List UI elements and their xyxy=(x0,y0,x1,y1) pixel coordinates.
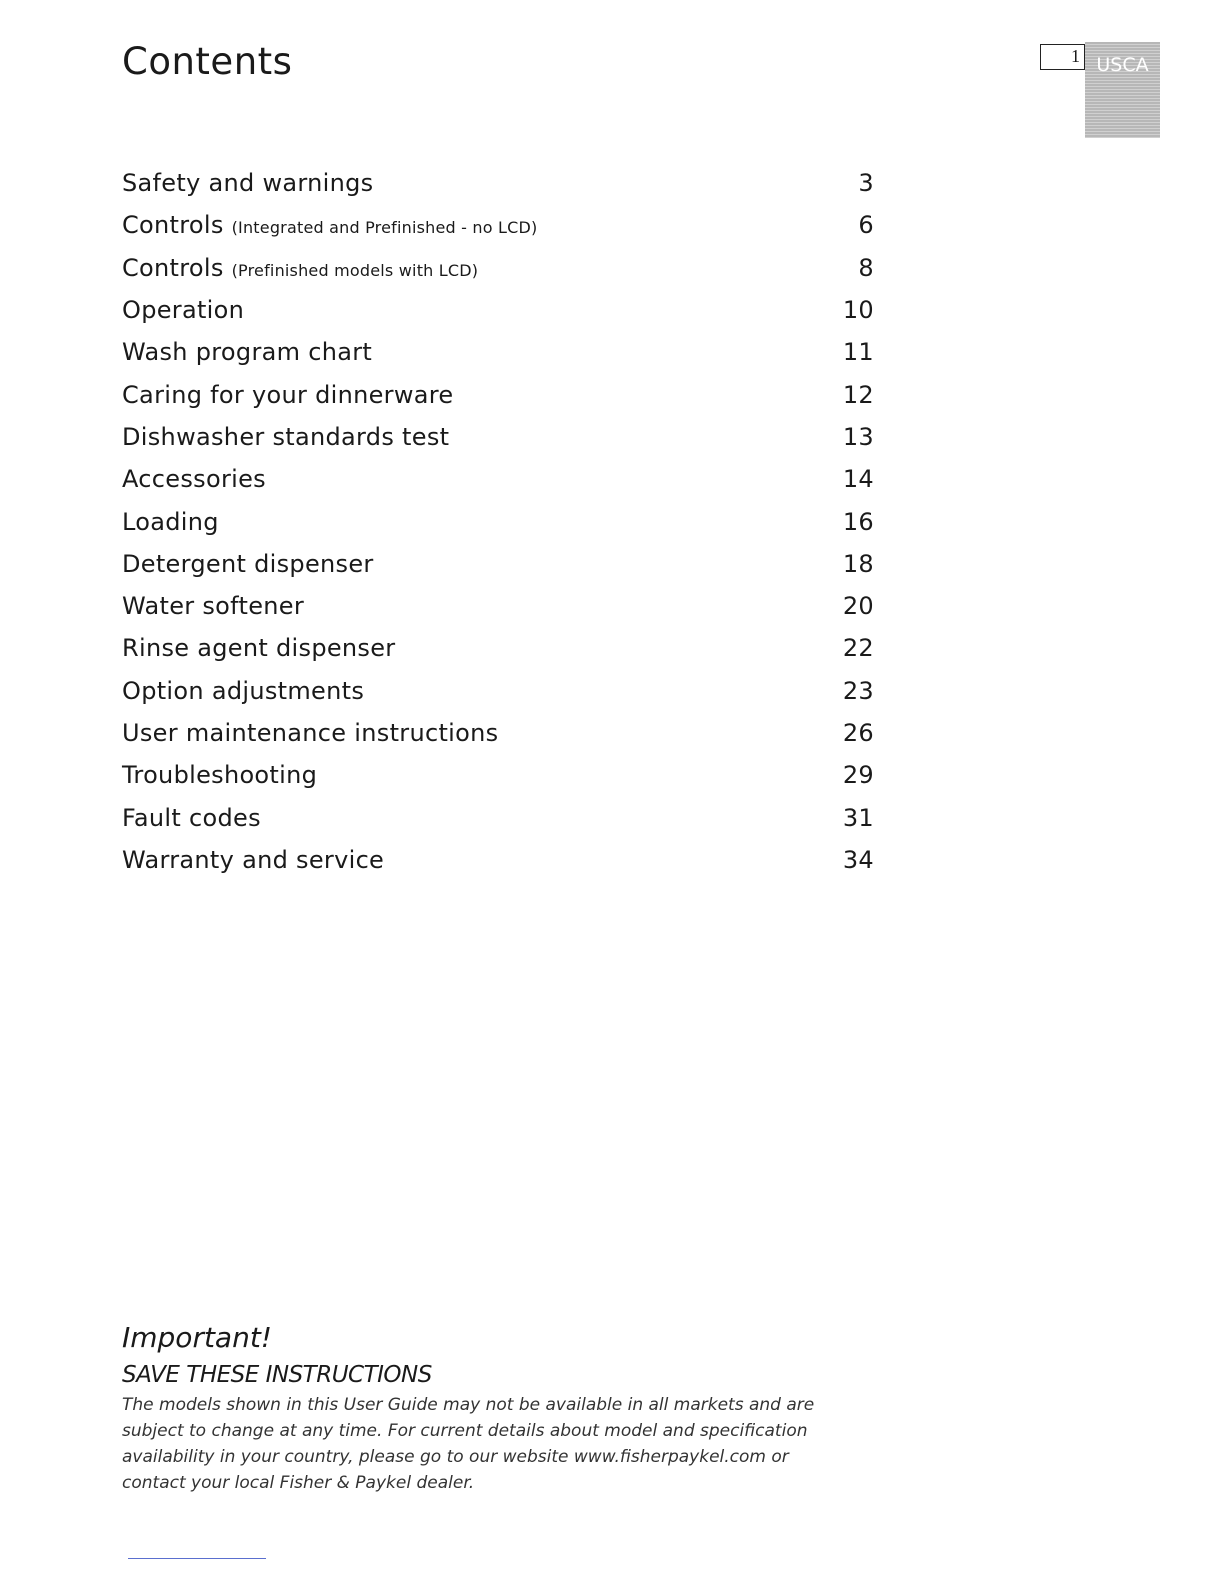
toc-entry-page: 22 xyxy=(842,634,874,663)
toc-entry[interactable] xyxy=(122,670,874,712)
toc-entry-page: 6 xyxy=(858,211,874,240)
toc-entry-page: 29 xyxy=(842,761,874,790)
toc-entry-title: Controls xyxy=(122,211,224,240)
toc-entry-label xyxy=(122,550,374,578)
toc-entry-title: Fault codes xyxy=(122,803,261,832)
toc-entry[interactable] xyxy=(122,331,874,373)
toc-entry-label xyxy=(122,719,498,747)
toc-entry-title: Loading xyxy=(122,507,219,536)
toc-entry[interactable] xyxy=(122,416,874,458)
toc-entry-label xyxy=(122,465,266,493)
toc-entry-page: 13 xyxy=(842,422,874,451)
toc-entry-page: 10 xyxy=(842,296,874,325)
toc-entry-title: Caring for your dinnerware xyxy=(122,380,454,409)
toc-entry-title: Wash program chart xyxy=(122,338,373,367)
toc-entry-title: Operation xyxy=(122,296,245,325)
toc-entry[interactable] xyxy=(122,543,874,585)
toc-entry[interactable] xyxy=(122,712,874,754)
toc-entry-label xyxy=(122,169,374,197)
toc-entry-title: Rinse agent dispenser xyxy=(122,634,396,663)
toc-entry-title: Option adjustments xyxy=(122,676,365,705)
toc-entry[interactable] xyxy=(122,796,874,838)
toc-entry-label xyxy=(122,423,449,451)
toc-entry[interactable] xyxy=(122,627,874,669)
toc-entry-label xyxy=(122,592,304,620)
toc-entry-page: 3 xyxy=(858,169,874,198)
toc-entry[interactable] xyxy=(122,162,874,204)
toc-entry-title: Detergent dispenser xyxy=(122,549,374,578)
toc-entry-page: 23 xyxy=(842,676,874,705)
toc-entry-page: 8 xyxy=(858,253,874,282)
toc-entry-page: 26 xyxy=(842,719,874,747)
toc-entry-title: Controls xyxy=(122,253,224,282)
toc-entry-title: Dishwasher standards test xyxy=(122,422,450,451)
toc-entry-page: 12 xyxy=(842,380,874,409)
toc-entry-note: (Prefinished models with LCD) xyxy=(231,260,479,280)
toc-entry-page: 34 xyxy=(842,845,874,874)
toc-entry-label xyxy=(122,634,395,662)
toc-entry-page: 11 xyxy=(842,338,874,367)
toc-entry-label xyxy=(122,211,538,239)
toc-entry[interactable] xyxy=(122,458,874,500)
toc-entry-page: 31 xyxy=(842,803,874,832)
toc-entry-label xyxy=(122,761,317,789)
toc-entry-label xyxy=(122,508,219,536)
toc-entry[interactable] xyxy=(122,204,874,246)
toc-entry-page: 20 xyxy=(842,592,874,621)
toc-entry[interactable] xyxy=(122,289,874,331)
toc-entry-title: Water softener xyxy=(122,592,305,621)
page-badge xyxy=(1040,44,1160,138)
toc-entry-page: 18 xyxy=(842,549,874,578)
toc-entry-title: Warranty and service xyxy=(122,845,385,874)
toc-entry-page: 16 xyxy=(842,507,874,536)
toc-entry[interactable] xyxy=(122,500,874,542)
toc-entry-label xyxy=(122,338,372,366)
toc-entry-label xyxy=(122,381,454,409)
toc-entry[interactable] xyxy=(122,839,874,881)
important-heading: Important! xyxy=(122,1321,273,1354)
page-number: 1 xyxy=(1040,44,1085,70)
page-title: Contents xyxy=(122,40,293,83)
toc-entry-label xyxy=(122,804,261,832)
table-of-contents xyxy=(122,162,874,881)
toc-entry-title: Accessories xyxy=(122,465,266,494)
region-tab: USCA xyxy=(1085,42,1160,138)
toc-entry-label xyxy=(122,254,478,282)
toc-entry[interactable] xyxy=(122,373,874,415)
toc-entry-note: (Integrated and Prefinished - no LCD) xyxy=(231,218,538,238)
toc-entry-label xyxy=(122,296,244,324)
toc-entry[interactable] xyxy=(122,585,874,627)
save-instructions-heading: SAVE THESE INSTRUCTIONS xyxy=(122,1362,432,1388)
toc-entry[interactable] xyxy=(122,247,874,289)
toc-entry[interactable] xyxy=(122,754,874,796)
footer-rule xyxy=(128,1558,266,1559)
toc-entry-page: 14 xyxy=(842,465,874,494)
important-notice xyxy=(122,1318,882,1496)
toc-entry-label xyxy=(122,677,364,705)
toc-entry-title: User maintenance instructions xyxy=(122,719,499,747)
notice-text: The models shown in this User Guide may not be available in all markets and are subject to change at any time. For current details about model and specification availability in your country, please go to our website www.fisherpaykel.com or contact your local Fisher & Paykel dealer. xyxy=(122,1395,815,1493)
toc-entry-title: Troubleshooting xyxy=(122,761,318,790)
toc-entry-label xyxy=(122,846,384,874)
toc-entry-title: Safety and warnings xyxy=(122,169,374,198)
